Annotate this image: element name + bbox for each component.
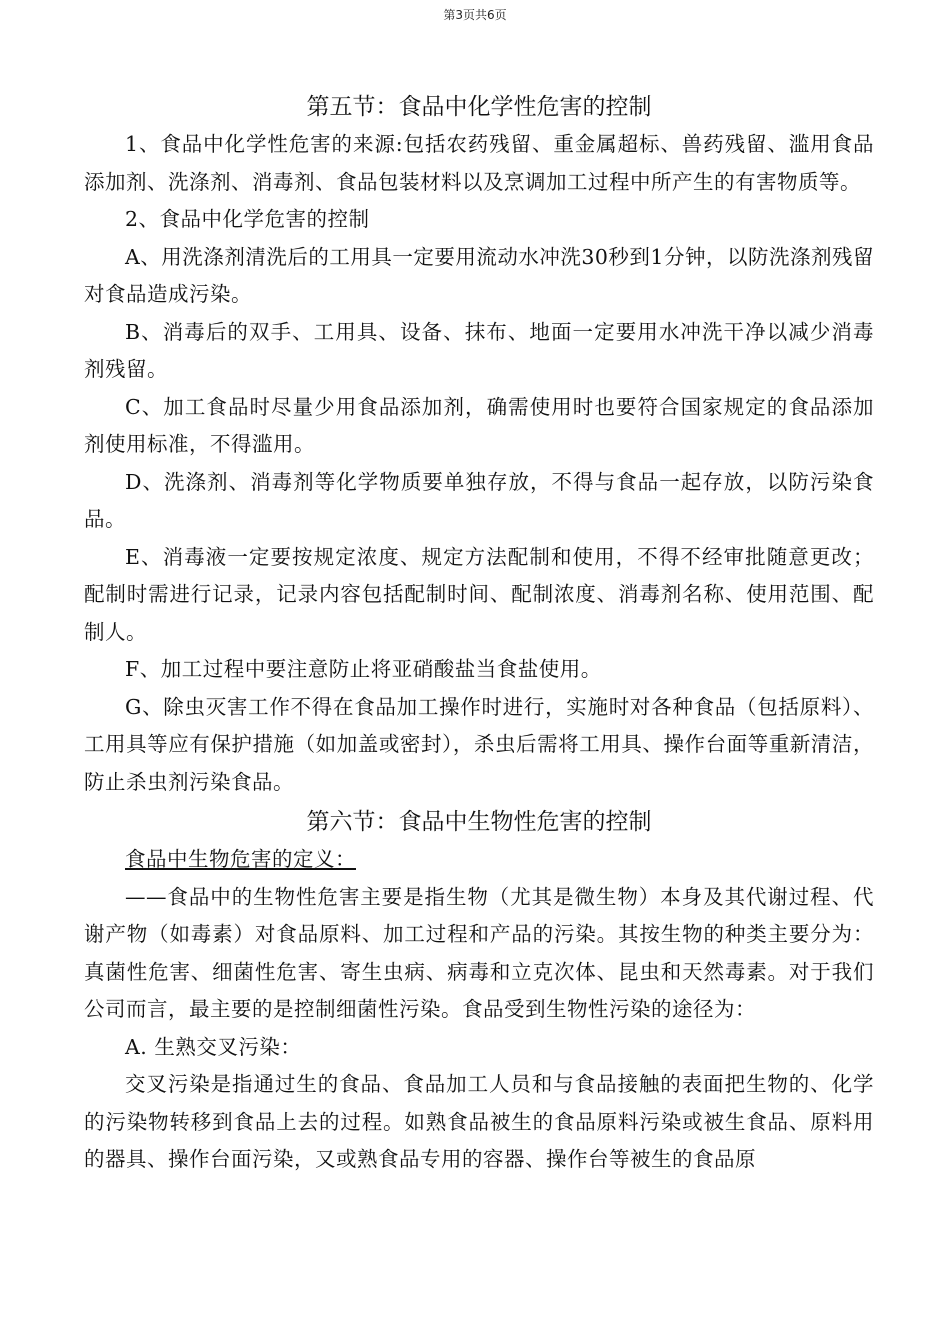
paragraph: E、消毒液一定要按规定浓度、规定方法配制和使用，不得不经审批随意更改；配制时需进行记录，记录内容包括配制时间、配制浓度、消毒剂名称、使用范围、配制人。 (84, 544, 874, 644)
section-5-title: 第五节：食品中化学性危害的控制 (306, 94, 652, 120)
definition-heading-text: 食品中生物危害的定义： (125, 847, 356, 871)
paragraph: B、消毒后的双手、工用具、设备、抹布、地面一定要用水冲洗干净以减少消毒剂残留。 (84, 319, 874, 381)
definition-heading (84, 841, 874, 879)
paragraph: G、除虫灭害工作不得在食品加工操作时进行，实施时对各种食品（包括原料）、工用具等应有保护措施（如加盖或密封），杀虫后需将工用具、操作台面等重新清洁，防止杀虫剂污染食品。 (84, 694, 874, 794)
document-body (84, 88, 874, 1179)
paragraph: D、洗涤剂、消毒剂等化学物质要单独存放，不得与食品一起存放，以防污染食品。 (84, 469, 874, 531)
page-header: 第3页共6页 (443, 8, 507, 22)
paragraph: A、用洗涤剂清洗后的工用具一定要用流动水冲洗30秒到1分钟，以防洗涤剂残留对食品造成污染。 (84, 244, 874, 306)
paragraph: A. 生熟交叉污染： (125, 1034, 302, 1059)
paragraph: 1、食品中化学性危害的来源:包括农药残留、重金属超标、兽药残留、滥用食品添加剂、洗涤剂、消毒剂、食品包装材料以及烹调加工过程中所产生的有害物质等。 (84, 132, 874, 194)
paragraph: C、加工食品时尽量少用食品添加剂，确需使用时也要符合国家规定的食品添加剂使用标准，不得滥用。 (84, 394, 874, 456)
paragraph: F、加工过程中要注意防止将亚硝酸盐当食盐使用。 (125, 657, 602, 681)
paragraph: 2、食品中化学危害的控制 (125, 207, 370, 231)
section-6-title: 第六节：食品中生物性危害的控制 (306, 809, 652, 835)
paragraph: ——食品中的生物性危害主要是指生物（尤其是微生物）本身及其代谢过程、代谢产物（如毒素）对食品原料、加工过程和产品的污染。其按生物的种类主要分为：真菌性危害、细菌性危害、寄生虫病、病毒和立克次体、昆虫和天然毒素。对于我们公司而言，最主要的是控制细菌性污染。食品受到生物性污染的途径为： (84, 884, 874, 1021)
paragraph: 交叉污染是指通过生的食品、食品加工人员和与食品接触的表面把生物的、化学的污染物转移到食品上去的过程。如熟食品被生的食品原料污染或被生食品、原料用的器具、操作台面污染，又或熟食品专用的容器、操作台等被生的食品原 (84, 1072, 874, 1171)
